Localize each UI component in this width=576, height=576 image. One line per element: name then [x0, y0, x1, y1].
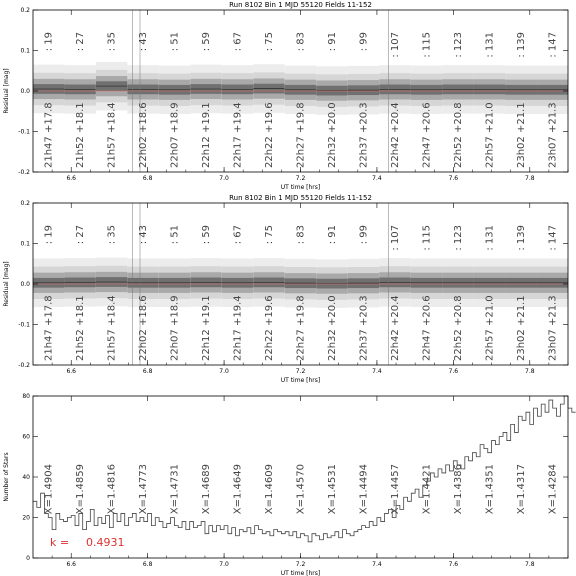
airmass-label: X=1.4904 [43, 464, 55, 515]
time-label: 22h22 +19.6 [264, 295, 276, 361]
time-label: 22h17 +19.4 [232, 102, 244, 168]
x-tick-label: 6.6 [66, 368, 76, 375]
field-label: : 139 [515, 225, 527, 251]
x-tick-label: 7.6 [448, 368, 459, 375]
time-label: 21h52 +18.1 [75, 102, 87, 168]
field-label: : 131 [484, 31, 496, 58]
x-tick-label: 7.8 [525, 368, 535, 375]
field-label: : 115 [421, 32, 433, 58]
airmass-label: X=1.4689 [201, 464, 213, 515]
star-count-plot [0, 386, 576, 576]
x-tick-label: 7.2 [295, 368, 306, 375]
airmass-label: X=1.4773 [138, 464, 150, 515]
airmass-label: X=1.4649 [232, 464, 244, 515]
y-axis-label: Residual [mag] [3, 68, 10, 114]
field-label: : 147 [547, 225, 559, 251]
x-tick-label: 7.6 [448, 561, 459, 568]
k-value: 0.4931 [86, 536, 125, 549]
time-label: 21h47 +17.8 [43, 102, 55, 168]
field-label: : 51 [169, 32, 181, 52]
y-tick-label: 0.0 [20, 281, 30, 288]
airmass-label: X=1.4570 [295, 464, 307, 515]
field-label: : 19 [43, 31, 55, 52]
x-tick-label: 7.8 [525, 561, 535, 568]
time-label: 22h12 +19.1 [201, 102, 213, 168]
time-label: 22h57 +21.0 [484, 295, 496, 361]
field-label: : 19 [43, 225, 55, 245]
y-tick-label: 0.1 [20, 47, 30, 55]
field-label: : 67 [232, 225, 244, 245]
y-tick-label: 60 [22, 433, 30, 441]
field-label: : 99 [358, 225, 370, 245]
field-label: : 91 [326, 225, 338, 245]
time-label: 22h22 +19.6 [264, 102, 276, 168]
field-label: : 59 [201, 32, 213, 52]
field-label: : 27 [75, 32, 87, 52]
time-label: 22h27 +19.8 [295, 102, 307, 168]
field-label: : 51 [169, 225, 181, 245]
y-tick-label: 0 [26, 555, 30, 562]
time-label: 22h07 +18.9 [169, 102, 181, 168]
airmass-label: X=1.4421 [421, 464, 433, 515]
y-tick-label: 0.2 [20, 200, 30, 207]
time-label: 21h47 +17.8 [43, 295, 55, 361]
y-tick-label: 0.2 [20, 7, 30, 14]
time-label: 23h07 +21.3 [547, 102, 559, 168]
field-label: : 83 [295, 225, 307, 245]
y-axis-label: Residual [mag] [3, 261, 10, 307]
y-tick-label: -0.1 [18, 128, 30, 136]
x-tick-label: 7.0 [219, 561, 229, 568]
field-label: : 139 [515, 32, 527, 58]
time-label: 22h52 +20.8 [452, 102, 464, 168]
field-label: : 107 [389, 225, 401, 251]
field-label: : 123 [452, 32, 464, 58]
field-label: : 59 [201, 225, 213, 245]
time-label: 22h32 +20.0 [326, 102, 338, 168]
x-tick-label: 6.8 [142, 175, 153, 182]
airmass-label: X=1.4816 [106, 464, 118, 515]
field-label: : 35 [106, 225, 118, 245]
airmass-label: X=1.4859 [75, 464, 87, 515]
time-label: 23h02 +21.1 [515, 295, 527, 361]
x-tick-label: 7.0 [219, 368, 229, 375]
x-tick-label: 7.2 [295, 561, 306, 568]
k-label: k = [50, 536, 70, 549]
airmass-label: X=1.4731 [169, 464, 181, 515]
airmass-label: X=1.4531 [326, 464, 338, 515]
time-label: 23h07 +21.3 [547, 295, 559, 361]
y-tick-label: -0.2 [18, 362, 30, 369]
field-label: : 67 [232, 32, 244, 52]
x-axis-label: UT time [hrs] [280, 184, 321, 190]
field-label: : 107 [389, 32, 401, 58]
time-label: 22h37 +20.3 [358, 102, 370, 168]
time-label: 22h17 +19.4 [232, 295, 244, 361]
field-label: : 75 [264, 32, 276, 52]
field-label: : 83 [295, 32, 307, 52]
y-tick-label: 80 [22, 393, 30, 400]
time-label: 22h27 +19.8 [295, 295, 307, 361]
y-tick-label: 0.1 [20, 240, 30, 248]
time-label: 22h42 +20.4 [389, 102, 401, 168]
time-label: 21h57 +18.4 [106, 295, 118, 361]
airmass-label: X=1.4284 [547, 464, 559, 515]
field-label: : 115 [421, 225, 433, 251]
x-tick-label: 7.4 [372, 561, 382, 568]
x-tick-label: 6.8 [142, 368, 153, 375]
time-label: 22h52 +20.8 [452, 295, 464, 361]
x-tick-label: 7.4 [372, 368, 382, 375]
field-label: : 75 [264, 225, 276, 245]
time-label: 22h47 +20.6 [421, 102, 433, 168]
x-tick-label: 6.6 [66, 175, 76, 182]
field-label: : 91 [326, 32, 338, 52]
field-label: : 123 [452, 225, 464, 251]
time-label: 22h02 +18.6 [138, 102, 150, 168]
x-tick-label: 7.2 [295, 175, 306, 182]
y-tick-label: -0.1 [18, 321, 30, 329]
x-axis-label: UT time [hrs] [280, 570, 321, 576]
field-label: : 147 [547, 32, 559, 58]
time-label: 22h57 +21.0 [484, 102, 496, 168]
time-label: 22h02 +18.6 [138, 295, 150, 361]
y-axis-label: Number of Stars [3, 452, 10, 502]
airmass-label: X=1.4317 [515, 464, 527, 515]
field-label: : 35 [106, 32, 118, 52]
y-tick-label: 0.0 [20, 88, 30, 95]
x-tick-label: 6.8 [142, 561, 153, 568]
x-tick-label: 7.6 [448, 175, 459, 182]
y-tick-label: 40 [22, 474, 30, 481]
x-tick-label: 7.4 [372, 175, 382, 182]
airmass-label: X=1.4457 [389, 464, 401, 515]
field-label: : 131 [484, 224, 496, 251]
residual-plot-middle [0, 193, 576, 383]
time-label: 21h52 +18.1 [75, 295, 87, 361]
airmass-label: X=1.4609 [264, 464, 276, 515]
residual-plot-top [0, 0, 576, 190]
airmass-label: X=1.4494 [358, 464, 370, 515]
chart-title: Run 8102 Bin 1 MJD 55120 Fields 11-152 [229, 194, 372, 202]
x-axis-label: UT time [hrs] [280, 377, 321, 383]
time-label: 22h12 +19.1 [201, 295, 213, 361]
airmass-label: X=1.4351 [484, 463, 496, 515]
chart-title: Run 8102 Bin 1 MJD 55120 Fields 11-152 [229, 1, 372, 9]
time-label: 22h37 +20.3 [358, 295, 370, 361]
time-label: 23h02 +21.1 [515, 102, 527, 168]
time-label: 21h57 +18.4 [106, 102, 118, 168]
field-label: : 43 [138, 32, 150, 52]
time-label: 22h47 +20.6 [421, 295, 433, 361]
field-label: : 27 [75, 225, 87, 245]
field-label: : 99 [358, 32, 370, 52]
airmass-label: X=1.4386 [452, 464, 464, 515]
field-label: : 43 [138, 225, 150, 245]
x-tick-label: 7.8 [525, 175, 535, 182]
time-label: 22h32 +20.0 [326, 295, 338, 361]
x-tick-label: 7.0 [219, 175, 229, 182]
y-tick-label: 20 [22, 514, 30, 522]
time-label: 22h42 +20.4 [389, 295, 401, 361]
time-label: 22h07 +18.9 [169, 295, 181, 361]
y-tick-label: -0.2 [18, 169, 30, 176]
x-tick-label: 6.6 [66, 561, 76, 568]
